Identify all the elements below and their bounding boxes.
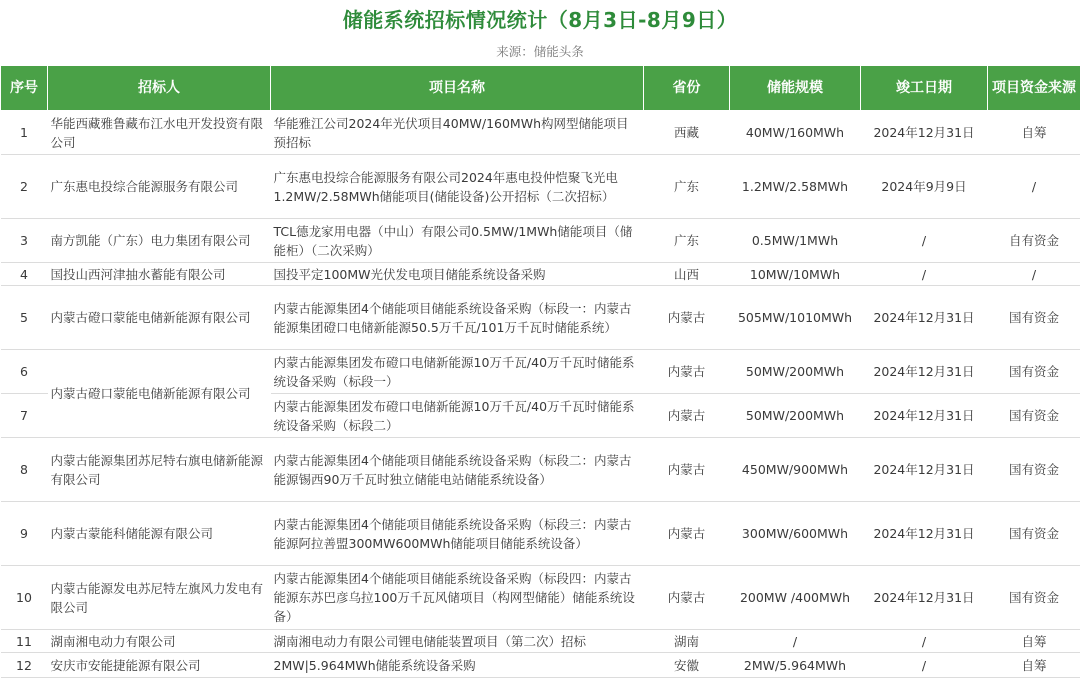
cell-province: 广东 bbox=[644, 219, 730, 263]
cell-project: TCL德龙家用电器（中山）有限公司0.5MW/1MWh储能项目（储能柜）（二次采购） bbox=[271, 219, 644, 263]
cell-no: 10 bbox=[1, 566, 48, 630]
cell-province: 湖南 bbox=[644, 630, 730, 653]
cell-no: 1 bbox=[1, 111, 48, 155]
cell-no: 9 bbox=[1, 502, 48, 566]
cell-completion: 2024年12月31日 bbox=[861, 350, 988, 394]
table-row bbox=[1, 219, 1080, 263]
cell-project: 广东惠电投综合能源服务有限公司2024年惠电投仲恺聚飞光电1.2MW/2.58MWh储能项目(储能设备)公开招标（二次招标） bbox=[271, 155, 644, 219]
cell-project: 华能雅江公司2024年光伏项目40MW/160MWh构网型储能项目预招标 bbox=[271, 111, 644, 155]
cell-scale: 1.2MW/2.58MWh bbox=[730, 155, 861, 219]
cell-province: 广东 bbox=[644, 155, 730, 219]
cell-tenderer: 内蒙古能源发电苏尼特左旗风力发电有限公司 bbox=[48, 566, 271, 630]
table-row bbox=[1, 111, 1080, 155]
cell-tenderer: 湖南湘电动力有限公司 bbox=[48, 630, 271, 653]
cell-tenderer: 内蒙古蒙能科储能源有限公司 bbox=[48, 502, 271, 566]
cell-tenderer: 安庆市安能捷能源有限公司 bbox=[48, 653, 271, 678]
table-row bbox=[1, 263, 1080, 286]
cell-funding: 自筹 bbox=[988, 111, 1080, 155]
header-scale: 储能规模 bbox=[730, 66, 861, 111]
header-tenderer: 招标人 bbox=[48, 66, 271, 111]
cell-completion: 2024年9月9日 bbox=[861, 155, 988, 219]
cell-project: 内蒙古能源集团4个储能项目储能系统设备采购（标段二：内蒙古能源锡西90万千瓦时独立储能电站储能系统设备） bbox=[271, 438, 644, 502]
source-label: 来源：储能头条 bbox=[496, 44, 584, 59]
cell-funding: / bbox=[988, 263, 1080, 286]
cell-scale: 40MW/160MWh bbox=[730, 111, 861, 155]
cell-project: 内蒙古能源集团4个储能项目储能系统设备采购（标段一：内蒙古能源集团磴口电储新能源50.5万千瓦/101万千瓦时储能系统） bbox=[271, 286, 644, 350]
cell-no: 8 bbox=[1, 438, 48, 502]
cell-no: 2 bbox=[1, 155, 48, 219]
cell-tenderer: 广东惠电投综合能源服务有限公司 bbox=[48, 155, 271, 219]
cell-tenderer: 国投山西河津抽水蓄能有限公司 bbox=[48, 263, 271, 286]
cell-province: 西藏 bbox=[644, 111, 730, 155]
cell-funding: 自筹 bbox=[988, 630, 1080, 653]
cell-completion: 2024年12月31日 bbox=[861, 438, 988, 502]
cell-completion: 2024年12月31日 bbox=[861, 502, 988, 566]
header-completion: 竣工日期 bbox=[861, 66, 988, 111]
cell-funding: 国有资金 bbox=[988, 566, 1080, 630]
page-title: 储能系统招标情况统计（8月3日-8月9日） bbox=[342, 8, 738, 32]
cell-scale: 10MW/10MWh bbox=[730, 263, 861, 286]
cell-scale: 300MW/600MWh bbox=[730, 502, 861, 566]
cell-province: 内蒙古 bbox=[644, 286, 730, 350]
table-row bbox=[1, 155, 1080, 219]
cell-province: 内蒙古 bbox=[644, 394, 730, 438]
cell-completion: / bbox=[861, 263, 988, 286]
cell-scale: 200MW /400MWh bbox=[730, 566, 861, 630]
cell-province: 内蒙古 bbox=[644, 350, 730, 394]
cell-no: 4 bbox=[1, 263, 48, 286]
table-row bbox=[1, 438, 1080, 502]
cell-funding: 国有资金 bbox=[988, 438, 1080, 502]
table-row bbox=[1, 566, 1080, 630]
cell-no: 3 bbox=[1, 219, 48, 263]
cell-completion: / bbox=[861, 219, 988, 263]
cell-funding: 自筹 bbox=[988, 653, 1080, 678]
header-no: 序号 bbox=[1, 66, 48, 111]
header-province: 省份 bbox=[644, 66, 730, 111]
cell-funding: 国有资金 bbox=[988, 394, 1080, 438]
cell-project: 内蒙古能源集团发布磴口电储新能源10万千瓦/40万千瓦时储能系统设备采购（标段二） bbox=[271, 394, 644, 438]
table-header-row bbox=[1, 66, 1080, 111]
cell-funding: / bbox=[988, 155, 1080, 219]
cell-scale: / bbox=[730, 630, 861, 653]
table-row bbox=[1, 286, 1080, 350]
header-funding: 项目资金来源 bbox=[988, 66, 1080, 111]
cell-completion: 2024年12月31日 bbox=[861, 286, 988, 350]
cell-province: 安徽 bbox=[644, 653, 730, 678]
table-row bbox=[1, 350, 1080, 394]
cell-project: 内蒙古能源集团发布磴口电储新能源10万千瓦/40万千瓦时储能系统设备采购（标段一） bbox=[271, 350, 644, 394]
cell-completion: / bbox=[861, 630, 988, 653]
cell-funding: 自有资金 bbox=[988, 219, 1080, 263]
cell-funding: 国有资金 bbox=[988, 350, 1080, 394]
cell-completion: 2024年12月31日 bbox=[861, 566, 988, 630]
cell-scale: 50MW/200MWh bbox=[730, 350, 861, 394]
cell-scale: 50MW/200MWh bbox=[730, 394, 861, 438]
cell-completion: / bbox=[861, 653, 988, 678]
cell-province: 内蒙古 bbox=[644, 438, 730, 502]
cell-scale: 2MW/5.964MWh bbox=[730, 653, 861, 678]
cell-completion: 2024年12月31日 bbox=[861, 394, 988, 438]
cell-project: 内蒙古能源集团4个储能项目储能系统设备采购（标段四：内蒙古能源东苏巴彦乌拉100万千瓦风储项目（构网型储能）储能系统设备） bbox=[271, 566, 644, 630]
table-row bbox=[1, 502, 1080, 566]
cell-province: 山西 bbox=[644, 263, 730, 286]
cell-scale: 450MW/900MWh bbox=[730, 438, 861, 502]
cell-no: 5 bbox=[1, 286, 48, 350]
cell-funding: 国有资金 bbox=[988, 502, 1080, 566]
cell-no: 7 bbox=[1, 394, 48, 438]
cell-province: 内蒙古 bbox=[644, 502, 730, 566]
cell-scale: 505MW/1010MWh bbox=[730, 286, 861, 350]
cell-tenderer: 内蒙古磴口蒙能电储新能源有限公司 bbox=[48, 350, 271, 438]
table-row bbox=[1, 653, 1080, 678]
cell-tenderer: 内蒙古能源集团苏尼特右旗电储新能源有限公司 bbox=[48, 438, 271, 502]
cell-completion: 2024年12月31日 bbox=[861, 111, 988, 155]
header-project: 项目名称 bbox=[271, 66, 644, 111]
cell-no: 6 bbox=[1, 350, 48, 394]
cell-funding: 国有资金 bbox=[988, 286, 1080, 350]
cell-project: 湖南湘电动力有限公司锂电储能装置项目（第二次）招标 bbox=[271, 630, 644, 653]
cell-tenderer: 南方凯能（广东）电力集团有限公司 bbox=[48, 219, 271, 263]
tender-table bbox=[0, 65, 1080, 678]
table-row bbox=[1, 630, 1080, 653]
cell-project: 2MW|5.964MWh储能系统设备采购 bbox=[271, 653, 644, 678]
cell-tenderer: 内蒙古磴口蒙能电储新能源有限公司 bbox=[48, 286, 271, 350]
cell-scale: 0.5MW/1MWh bbox=[730, 219, 861, 263]
cell-tenderer: 华能西藏雅鲁藏布江水电开发投资有限公司 bbox=[48, 111, 271, 155]
cell-project: 内蒙古能源集团4个储能项目储能系统设备采购（标段三：内蒙古能源阿拉善盟300MW600MWh储能项目储能系统设备） bbox=[271, 502, 644, 566]
cell-no: 12 bbox=[1, 653, 48, 678]
cell-province: 内蒙古 bbox=[644, 566, 730, 630]
cell-no: 11 bbox=[1, 630, 48, 653]
cell-project: 国投平定100MW光伏发电项目储能系统设备采购 bbox=[271, 263, 644, 286]
